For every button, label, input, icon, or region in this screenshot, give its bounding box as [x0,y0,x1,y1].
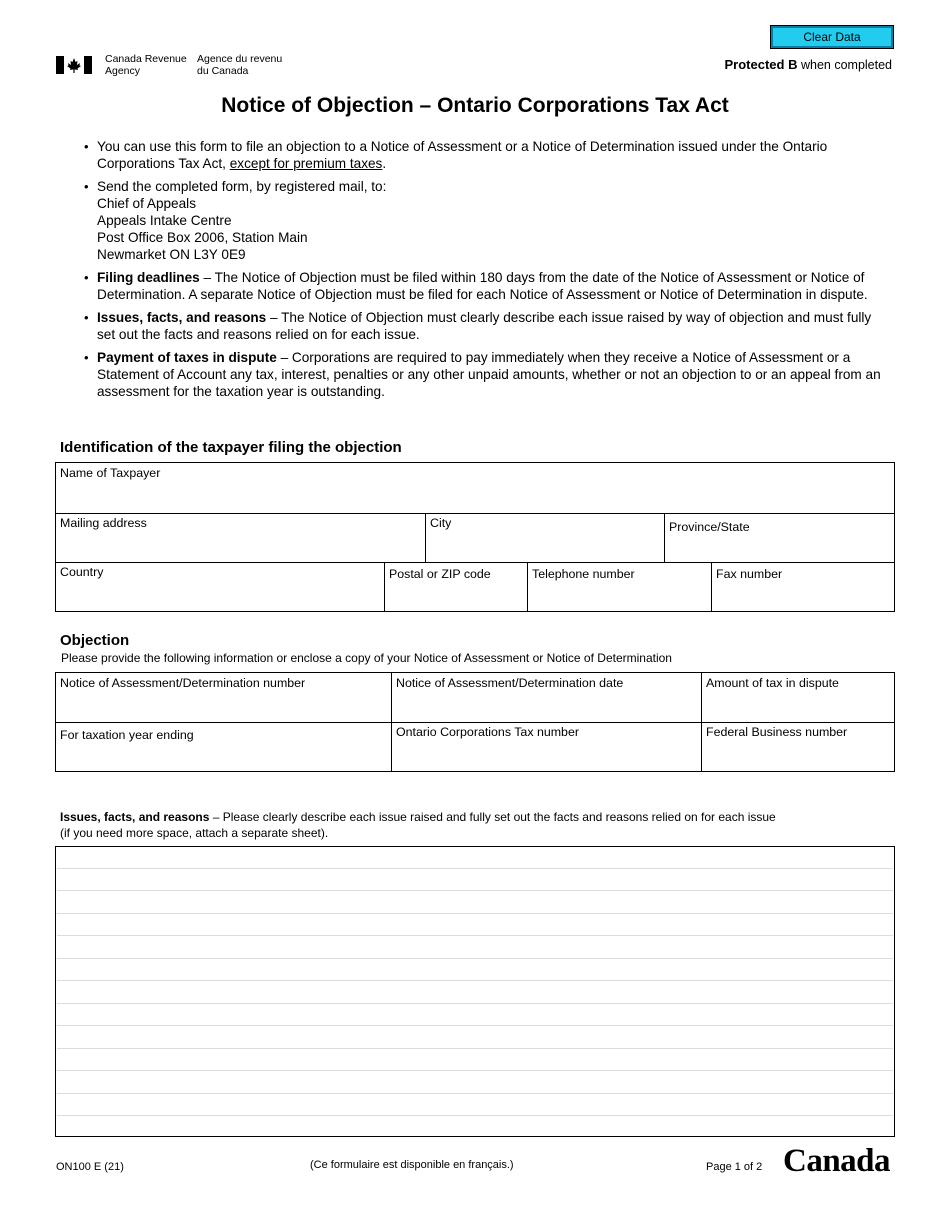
canada-wordmark-logo: Canada [783,1143,891,1179]
federal-business-number-cell [702,722,894,771]
taxpayer-name-cell [56,463,894,513]
ontario-tax-number-cell [392,722,701,771]
city-cell [426,513,664,562]
postal-code-label: Postal or ZIP code [389,567,491,581]
telephone-input[interactable] [532,591,707,609]
telephone-label: Telephone number [532,567,635,581]
taxpayer-name-label: Name of Taxpayer [60,466,161,480]
federal-business-number-label: Federal Business number [706,725,848,739]
bullet-issues-facts: • Issues, facts, and reasons – The Notice of Objection must clearly describe each issue raised by way of objection and must fully set out the facts and reasons relied on for each issue. [84,309,884,343]
amount-dispute-label: Amount of tax in dispute [706,676,839,690]
city-label: City [430,516,452,530]
amount-dispute-cell [702,673,894,722]
bullet-use-form: • You can use this form to file an objection to a Notice of Assessment or a Notice of Determination issued under the Ontario Corporations Tax Act, except for premium taxes. [84,138,884,172]
objection-box [55,672,895,772]
assessment-date-input[interactable] [396,701,697,719]
province-input[interactable] [669,541,890,559]
assessment-number-input[interactable] [60,701,387,719]
ontario-tax-number-input[interactable] [396,750,697,768]
assessment-date-label: Notice of Assessment/Determination date [396,676,624,690]
telephone-cell [528,562,711,612]
fax-label: Fax number [716,567,783,581]
form-code: ON100 E (21) [56,1161,124,1173]
issues-instructions: Issues, facts, and reasons – Please clearly describe each issue raised and fully set out the facts and reasons relied on for each issue (if you need more space, attach a separate sheet). [60,810,776,840]
amount-dispute-input[interactable] [706,701,890,719]
issues-textarea[interactable] [55,846,895,1137]
assessment-date-cell [392,673,701,722]
assessment-number-label: Notice of Assessment/Determination number [60,676,306,690]
clear-data-button[interactable]: Clear Data [770,25,894,49]
city-input[interactable] [430,541,660,559]
province-cell [665,513,894,562]
canada-flag-icon [56,56,92,74]
postal-code-cell [385,562,527,612]
assessment-number-cell [56,673,391,722]
french-availability-note: (Ce formulaire est disponible en français.) [310,1159,514,1171]
taxpayer-name-input[interactable] [60,492,890,510]
identification-box [55,462,895,612]
mailing-address-input[interactable] [60,541,421,559]
country-label: Country [60,565,104,579]
country-cell [56,562,384,612]
page-title: Notice of Objection – Ontario Corporations Tax Act [221,94,729,117]
bullet-payment-taxes: • Payment of taxes in dispute – Corporations are required to pay immediately when they receive a Notice of Assessment or a Statement of Account any tax, interest, penalties or any other unpaid amounts, whether or not an objection to or an appeal from an assessment for the taxation year is outstanding. [84,349,884,400]
objection-note: Please provide the following information or enclose a copy of your Notice of Assessment or Notice of Determination [61,651,672,665]
fax-input[interactable] [716,591,890,609]
identification-heading: Identification of the taxpayer filing the objection [60,439,402,456]
bullet-filing-deadlines: • Filing deadlines – The Notice of Objection must be filed within 180 days from the date of the Notice of Assessment or Notice of Determination. A separate Notice of Objection must be filed for each Notice of Assessment or Notice of Determination in dispute. [84,269,884,303]
taxation-year-label: For taxation year ending [60,728,194,742]
fax-cell [712,562,894,612]
ontario-tax-number-label: Ontario Corporations Tax number [396,725,579,739]
mailing-address-cell [56,513,425,562]
page-number: Page 1 of 2 [706,1161,763,1173]
province-label: Province/State [669,520,750,534]
postal-code-input[interactable] [389,591,523,609]
taxation-year-cell [56,722,391,771]
mailing-address-label: Mailing address [60,516,147,530]
instructions-list [84,138,884,406]
protected-b-label: Protected B when completed [724,57,892,72]
objection-heading: Objection [60,632,130,649]
country-input[interactable] [60,591,380,609]
agency-name-french: Agence du revenu du Canada [197,53,283,77]
agency-name-english: Canada Revenue Agency [105,53,187,77]
federal-business-number-input[interactable] [706,750,890,768]
taxation-year-input[interactable] [60,750,387,768]
bullet-mailing-address: • Send the completed form, by registered mail, to: Chief of Appeals Appeals Intake Centre Post Office Box 2006, Station Main Newmarket ON L3Y 0E9 [84,178,884,263]
